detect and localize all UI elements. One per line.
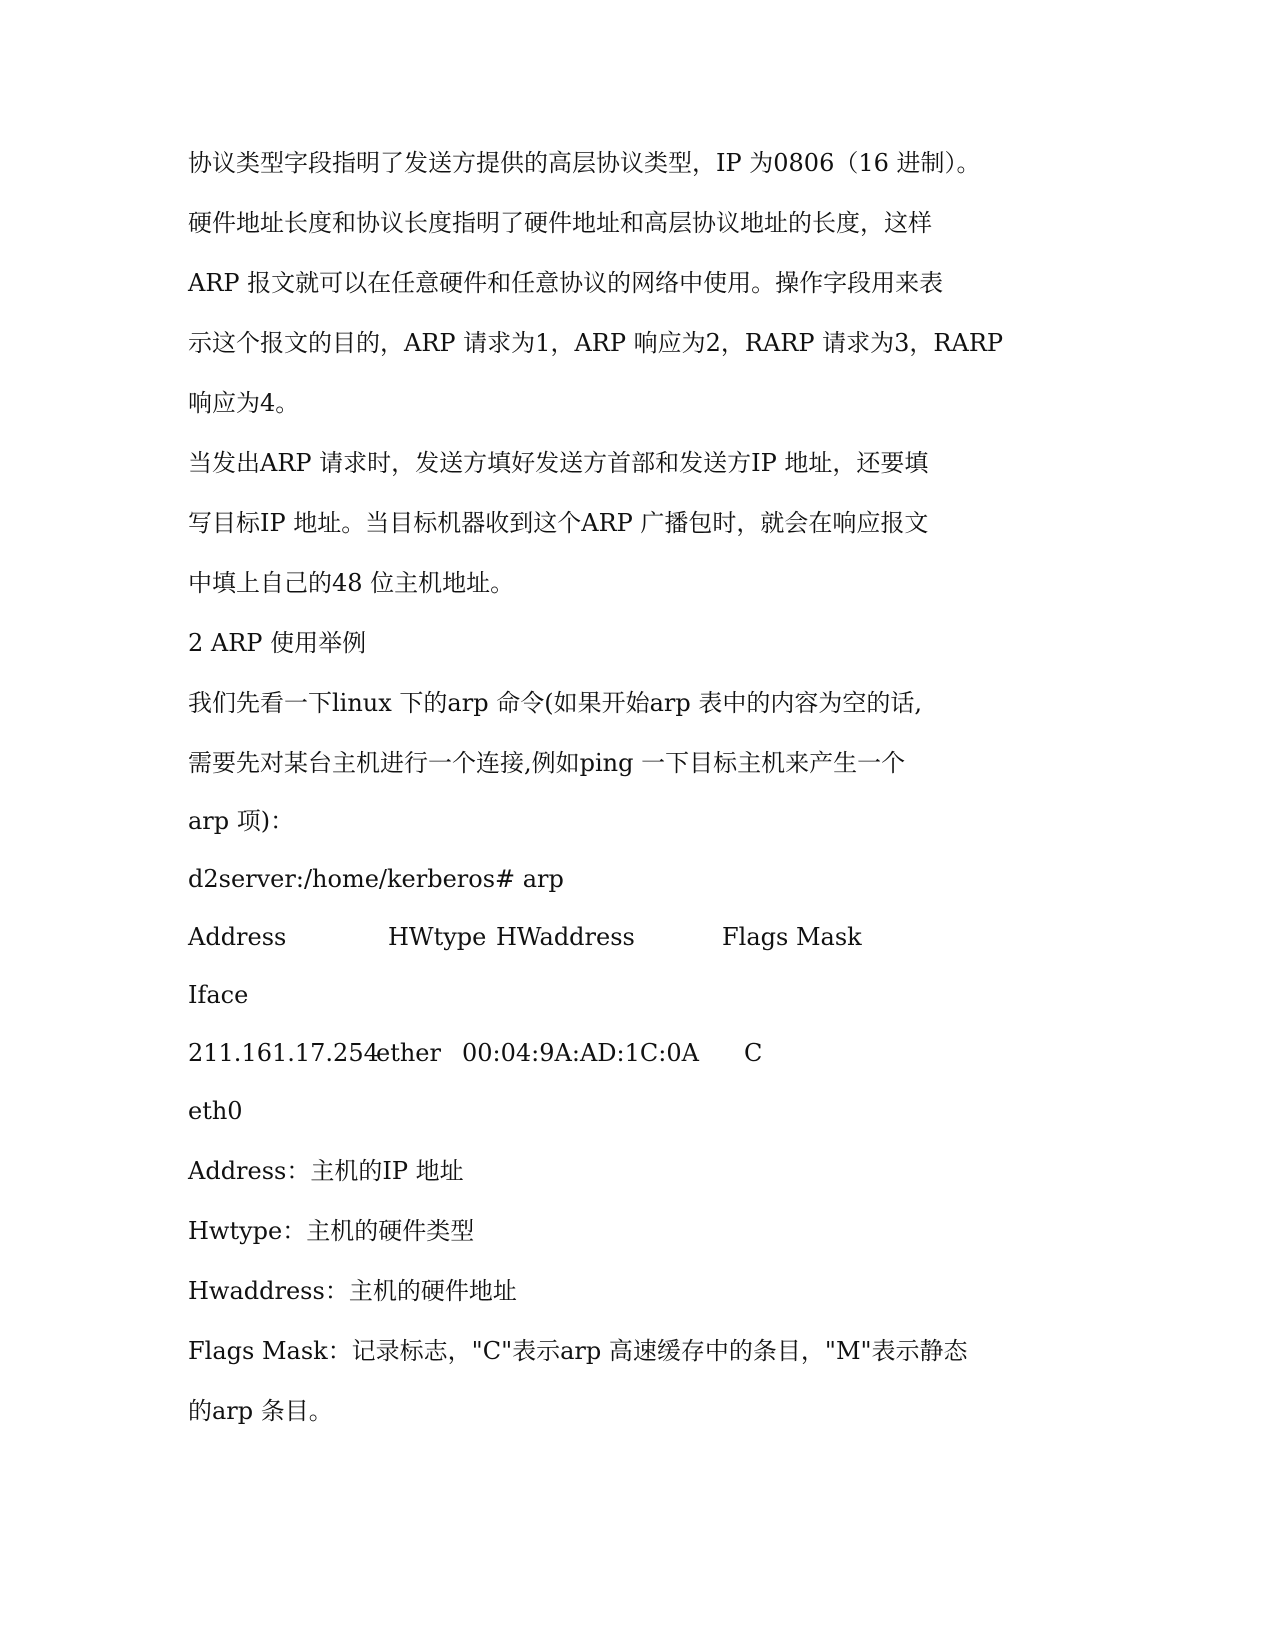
definition-flags-mask: Flags Mask：记录标志，"C"表示arp 高速缓存中的条目，"M"表示静态 — [188, 1337, 968, 1365]
paragraph-line: 中填上自己的48 位主机地址。 — [188, 569, 515, 597]
definition-hwtype: Hwtype：主机的硬件类型 — [188, 1217, 475, 1245]
definition-flags-mask-continued: 的arp 条目。 — [188, 1397, 333, 1425]
paragraph-line: 协议类型字段指明了发送方提供的高层协议类型，IP 为0806（16 进制）。 — [188, 149, 981, 177]
section-heading: 2 ARP 使用举例 — [188, 629, 367, 657]
paragraph-line: 需要先对某台主机进行一个连接,例如ping 一下目标主机来产生一个 — [188, 749, 906, 777]
paragraph-line: arp 项)： — [188, 807, 295, 835]
paragraph-line: 示这个报文的目的，ARP 请求为1，ARP 响应为2，RARP 请求为3，RARP — [188, 329, 1004, 357]
paragraph-line: 写目标IP 地址。当目标机器收到这个ARP 广播包时，就会在响应报文 — [188, 509, 929, 537]
table-header-address: Address — [188, 923, 287, 951]
paragraph-line: 我们先看一下linux 下的arp 命令(如果开始arp 表中的内容为空的话, — [188, 689, 922, 717]
paragraph-line: ARP 报文就可以在任意硬件和任意协议的网络中使用。操作字段用来表 — [188, 269, 944, 297]
paragraph-line: 响应为4。 — [188, 389, 300, 417]
definition-address: Address：主机的IP 地址 — [188, 1157, 464, 1185]
paragraph-line: 硬件地址长度和协议长度指明了硬件地址和高层协议地址的长度，这样 — [188, 209, 932, 237]
definition-hwaddress: Hwaddress：主机的硬件地址 — [188, 1277, 517, 1305]
table-header-iface: Iface — [188, 981, 249, 1009]
table-header-hwaddress: HWaddress — [496, 923, 635, 951]
table-cell-iface: eth0 — [188, 1097, 243, 1125]
command-line: d2server:/home/kerberos# arp — [188, 865, 564, 893]
paragraph-line: 当发出ARP 请求时，发送方填好发送方首部和发送方IP 地址，还要填 — [188, 449, 929, 477]
table-header-flags-mask: Flags Mask — [722, 923, 862, 951]
table-cell-address: 211.161.17.254 — [188, 1039, 379, 1067]
table-cell-hwaddress: 00:04:9A:AD:1C:0A — [462, 1039, 699, 1067]
table-cell-hwtype: ether — [376, 1039, 441, 1067]
table-cell-flags: C — [744, 1039, 763, 1067]
table-header-hwtype: HWtype — [388, 923, 487, 951]
